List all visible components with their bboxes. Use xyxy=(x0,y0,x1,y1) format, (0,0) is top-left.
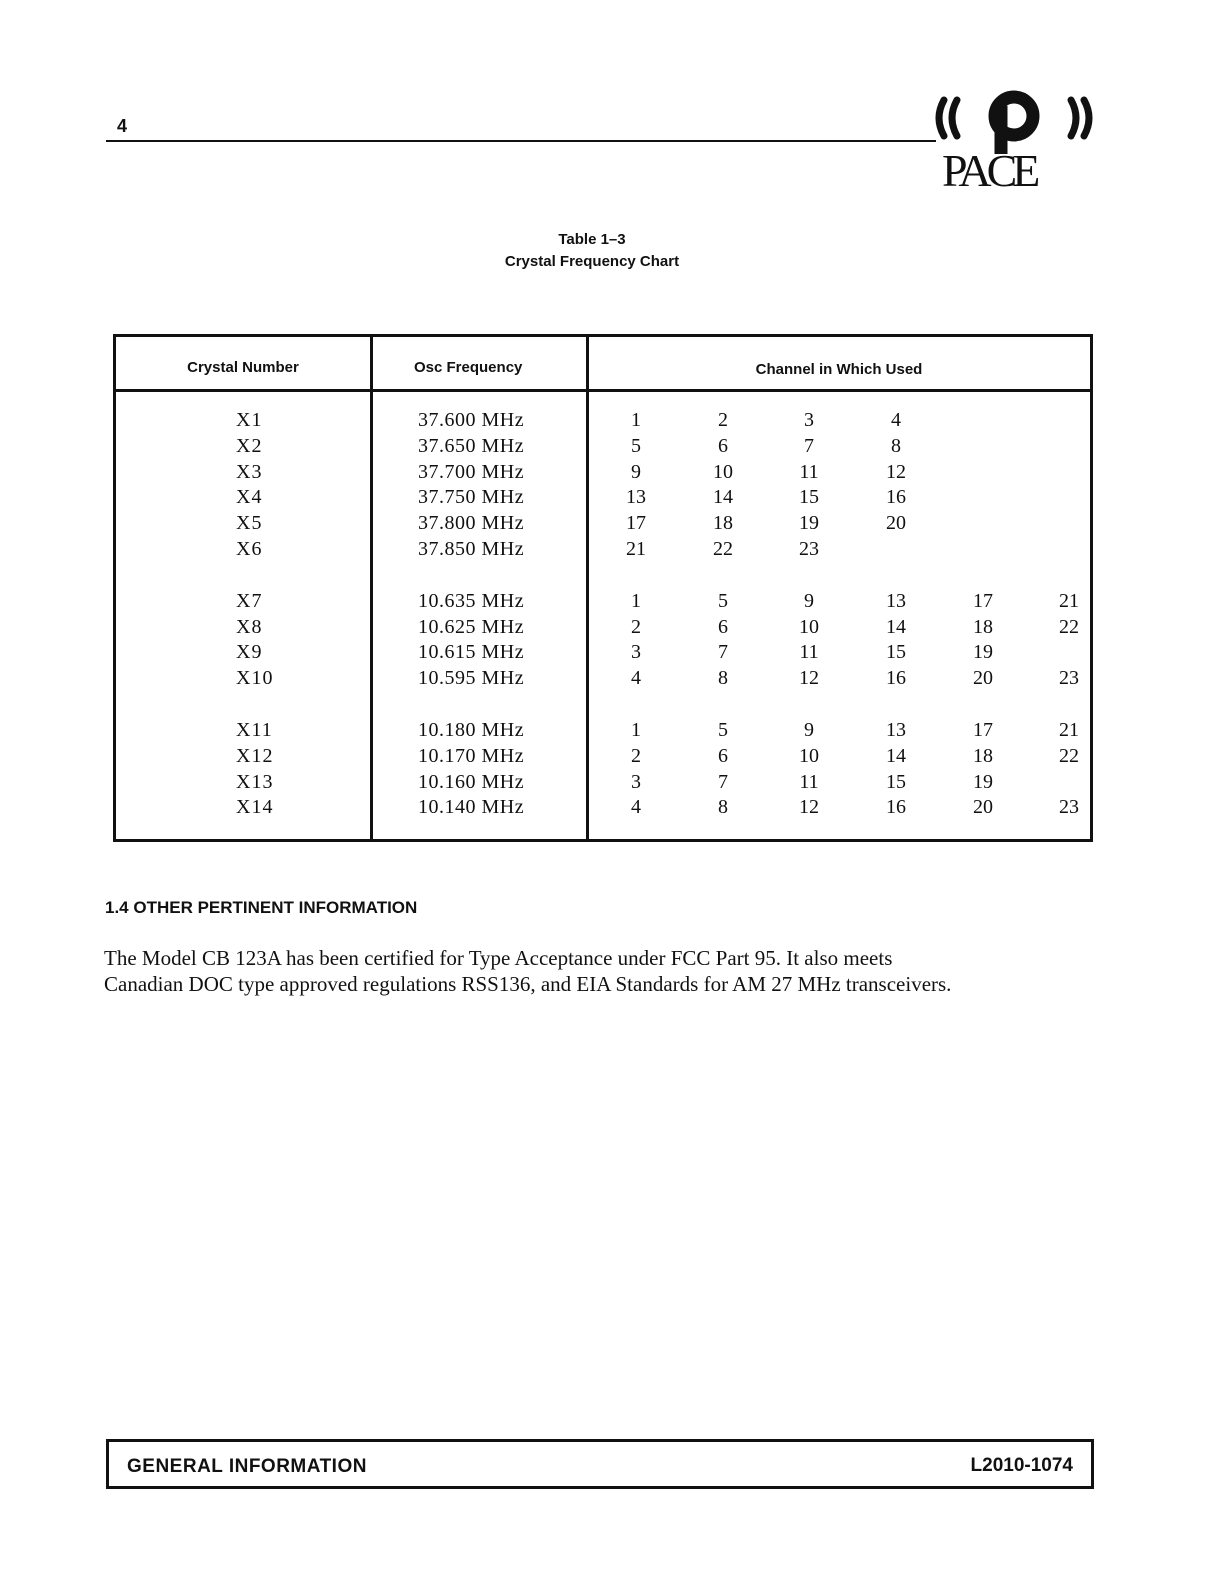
channel-cell: 3 xyxy=(631,641,641,664)
channel-cell: 9 xyxy=(804,589,814,612)
channel-cell: 8 xyxy=(891,434,901,457)
channel-cell: 17 xyxy=(973,589,993,612)
channel-cell: 18 xyxy=(973,744,993,767)
crystal-number-cell: X6 xyxy=(236,538,263,560)
channel-cell: 2 xyxy=(631,744,641,767)
channel-cell: 19 xyxy=(973,641,993,664)
channel-cell: 12 xyxy=(886,460,906,483)
section-body xyxy=(104,945,1114,997)
channel-cell: 17 xyxy=(973,719,993,741)
table-row xyxy=(116,538,1090,564)
footer-document-code: L2010-1074 xyxy=(970,1455,1073,1476)
osc-frequency-cell: 10.170 MHz xyxy=(418,744,525,767)
channel-cell: 6 xyxy=(718,744,728,767)
channel-cell: 9 xyxy=(631,460,641,483)
channel-cell: 13 xyxy=(626,486,646,509)
crystal-number-cell: X2 xyxy=(236,434,263,457)
channel-cell: 5 xyxy=(718,589,728,612)
channel-cell: 18 xyxy=(713,512,733,535)
pace-logo xyxy=(930,86,1100,198)
osc-frequency-cell: 37.650 MHz xyxy=(418,434,525,457)
channel-cell: 1 xyxy=(631,409,641,431)
body-line: The Model CB 123A has been certified for Type Acceptance under FCC Part 95. It also meets xyxy=(104,946,893,970)
channel-cell: 17 xyxy=(626,512,646,535)
channel-cell: 5 xyxy=(631,434,641,457)
channel-cell: 15 xyxy=(799,486,819,509)
channel-cell: 14 xyxy=(713,486,733,509)
table-row xyxy=(116,616,1090,642)
header-osc-frequency: Osc Frequency xyxy=(414,359,523,376)
channel-cell: 11 xyxy=(799,460,819,483)
table-row xyxy=(116,461,1090,487)
osc-frequency-cell: 10.595 MHz xyxy=(418,667,525,690)
channel-cell: 21 xyxy=(626,538,646,560)
crystal-number-cell: X9 xyxy=(236,641,263,664)
osc-frequency-cell: 37.850 MHz xyxy=(418,538,525,560)
section-heading: 1.4 OTHER PERTINENT INFORMATION xyxy=(105,898,418,917)
footer-section-title: GENERAL INFORMATION xyxy=(127,1456,367,1477)
header-divider xyxy=(116,389,1090,392)
pace-logo-text: PACE xyxy=(942,145,1036,196)
channel-cell: 10 xyxy=(799,615,819,638)
header-rule xyxy=(106,140,936,142)
channel-cell: 7 xyxy=(804,434,814,457)
osc-frequency-cell: 37.750 MHz xyxy=(418,486,525,509)
channel-cell: 19 xyxy=(799,512,819,535)
channel-cell: 14 xyxy=(886,615,906,638)
channel-cell: 12 xyxy=(799,796,819,819)
table-row xyxy=(116,512,1090,538)
osc-frequency-cell: 10.635 MHz xyxy=(418,589,525,612)
crystal-number-cell: X4 xyxy=(236,486,263,509)
crystal-number-cell: X13 xyxy=(236,770,274,793)
channel-cell: 18 xyxy=(973,615,993,638)
crystal-number-cell: X3 xyxy=(236,460,263,483)
channel-cell: 22 xyxy=(713,538,733,560)
channel-cell: 8 xyxy=(718,667,728,690)
channel-cell: 16 xyxy=(886,486,906,509)
channel-cell: 16 xyxy=(886,667,906,690)
osc-frequency-cell: 37.700 MHz xyxy=(418,460,525,483)
crystal-frequency-table xyxy=(113,334,1093,842)
page-number: 4 xyxy=(117,116,128,136)
osc-frequency-cell: 10.140 MHz xyxy=(418,796,525,819)
channel-cell: 21 xyxy=(1059,719,1079,741)
channel-cell: 1 xyxy=(631,719,641,741)
body-line: Canadian DOC type approved regulations RSS136, and EIA Standards for AM 27 MHz transceivers. xyxy=(104,972,952,996)
osc-frequency-cell: 37.600 MHz xyxy=(418,409,525,431)
table-caption-title: Crystal Frequency Chart xyxy=(504,253,680,270)
table-row xyxy=(116,486,1090,512)
crystal-number-cell: X11 xyxy=(236,719,273,741)
channel-cell: 4 xyxy=(891,409,901,431)
crystal-number-cell: X10 xyxy=(236,667,274,690)
channel-cell: 20 xyxy=(973,796,993,819)
table-row xyxy=(116,719,1090,745)
osc-frequency-cell: 10.625 MHz xyxy=(418,615,525,638)
channel-cell: 3 xyxy=(804,409,814,431)
channel-cell: 23 xyxy=(1059,796,1079,819)
channel-cell: 22 xyxy=(1059,744,1079,767)
channel-cell: 7 xyxy=(718,641,728,664)
table-row xyxy=(116,745,1090,771)
channel-cell: 21 xyxy=(1059,589,1079,612)
channel-cell: 10 xyxy=(713,460,733,483)
channel-cell: 2 xyxy=(631,615,641,638)
table-row xyxy=(116,409,1090,435)
channel-cell: 11 xyxy=(799,770,819,793)
channel-cell: 20 xyxy=(973,667,993,690)
channel-cell: 4 xyxy=(631,796,641,819)
channel-cell: 20 xyxy=(886,512,906,535)
table-row xyxy=(116,435,1090,461)
channel-cell: 8 xyxy=(718,796,728,819)
crystal-number-cell: X12 xyxy=(236,744,274,767)
osc-frequency-cell: 37.800 MHz xyxy=(418,512,525,535)
header-crystal-number: Crystal Number xyxy=(187,359,299,376)
channel-cell: 3 xyxy=(631,770,641,793)
channel-cell: 10 xyxy=(799,744,819,767)
channel-cell: 4 xyxy=(631,667,641,690)
header-channel-used: Channel in Which Used xyxy=(755,361,923,378)
channel-cell: 9 xyxy=(804,719,814,741)
channel-cell: 2 xyxy=(718,409,728,431)
table-row xyxy=(116,667,1090,693)
crystal-number-cell: X5 xyxy=(236,512,263,535)
channel-cell: 16 xyxy=(886,796,906,819)
osc-frequency-cell: 10.160 MHz xyxy=(418,770,525,793)
table-caption-number: Table 1–3 xyxy=(558,231,626,248)
channel-cell: 1 xyxy=(631,589,641,612)
crystal-number-cell: X1 xyxy=(236,409,263,431)
channel-cell: 22 xyxy=(1059,615,1079,638)
channel-cell: 7 xyxy=(718,770,728,793)
channel-cell: 15 xyxy=(886,770,906,793)
channel-cell: 11 xyxy=(799,641,819,664)
table-row xyxy=(116,641,1090,667)
osc-frequency-cell: 10.180 MHz xyxy=(418,719,525,741)
channel-cell: 12 xyxy=(799,667,819,690)
footer xyxy=(106,1439,1094,1489)
crystal-number-cell: X14 xyxy=(236,796,274,819)
channel-cell: 6 xyxy=(718,615,728,638)
channel-cell: 23 xyxy=(1059,667,1079,690)
channel-cell: 5 xyxy=(718,719,728,741)
channel-cell: 13 xyxy=(886,719,906,741)
table-row xyxy=(116,590,1090,616)
channel-cell: 13 xyxy=(886,589,906,612)
channel-cell: 14 xyxy=(886,744,906,767)
channel-cell: 19 xyxy=(973,770,993,793)
crystal-number-cell: X7 xyxy=(236,589,263,612)
table-row xyxy=(116,796,1090,822)
table-row xyxy=(116,771,1090,797)
channel-cell: 23 xyxy=(799,538,819,560)
channel-cell: 6 xyxy=(718,434,728,457)
channel-cell: 15 xyxy=(886,641,906,664)
crystal-number-cell: X8 xyxy=(236,615,263,638)
osc-frequency-cell: 10.615 MHz xyxy=(418,641,525,664)
